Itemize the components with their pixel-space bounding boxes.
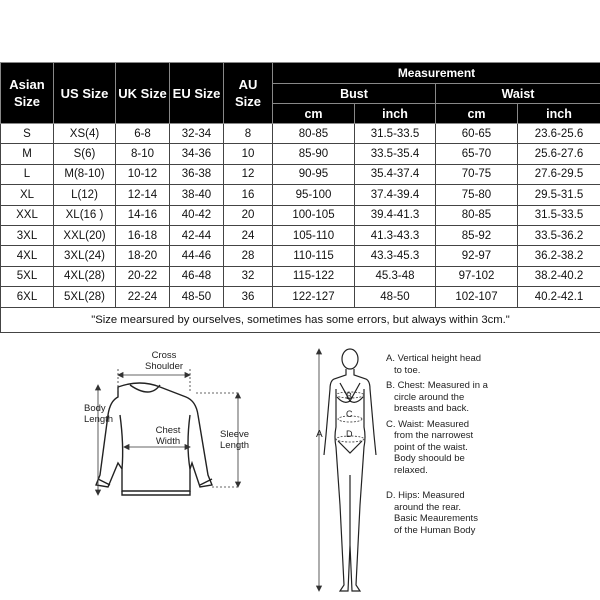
table-cell: 12-14: [116, 185, 170, 205]
table-cell: 3XL(24): [54, 246, 116, 266]
table-cell: 48-50: [170, 287, 224, 307]
header-waist-cm: cm: [436, 104, 518, 124]
size-chart-table: [0, 62, 600, 333]
table-cell: 46-48: [170, 266, 224, 286]
body-legend: [386, 353, 586, 536]
table-cell: 95-100: [273, 185, 355, 205]
table-cell: M: [1, 144, 54, 164]
measurement-guide: [0, 345, 600, 600]
table-cell: 6XL: [1, 287, 54, 307]
legend-d: D. Hips: Measured around the rear. Basic Meaurements of the Human Body: [386, 490, 478, 536]
table-cell: 43.3-45.3: [355, 246, 436, 266]
header-bust-cm: cm: [273, 104, 355, 124]
table-cell: XL: [1, 185, 54, 205]
table-cell: 75-80: [436, 185, 518, 205]
table-cell: 92-97: [436, 246, 518, 266]
table-cell: 44-46: [170, 246, 224, 266]
table-cell: XXL: [1, 205, 54, 225]
table-cell: 48-50: [355, 287, 436, 307]
table-row: [1, 225, 600, 245]
label-d: D: [346, 429, 353, 439]
table-cell: XXL(20): [54, 225, 116, 245]
table-cell: 14-16: [116, 205, 170, 225]
table-cell: 20-22: [116, 266, 170, 286]
table-cell: 22-24: [116, 287, 170, 307]
cross-shoulder-arrow: [118, 369, 190, 393]
table-cell: 97-102: [436, 266, 518, 286]
legend-c: C. Waist: Measured from the narrowest point of the waist. Body shoould be relaxed.: [386, 418, 474, 476]
table-cell: 16: [224, 185, 273, 205]
table-cell: 29.5-31.5: [518, 185, 600, 205]
body-length-arrow: [96, 385, 101, 495]
table-cell: XS(4): [54, 124, 116, 144]
measurement-note: "Size mearsured by ourselves, sometimes has some errors, but always within 3cm.": [1, 307, 600, 332]
table-cell: 18-20: [116, 246, 170, 266]
sleeve-length-label-2: Length: [220, 440, 250, 451]
table-cell: 38-40: [170, 185, 224, 205]
table-cell: 60-65: [436, 124, 518, 144]
body-length-label-1: Body: [84, 403, 106, 414]
table-cell: 33.5-36.2: [518, 225, 600, 245]
table-cell: 42-44: [170, 225, 224, 245]
legend-a: A. Vertical height head to toe.: [386, 353, 482, 376]
header-bust-inch: inch: [355, 104, 436, 124]
sweater-icon: [96, 383, 212, 495]
table-cell: 3XL: [1, 225, 54, 245]
table-cell: 33.5-35.4: [355, 144, 436, 164]
measurement-markers: [317, 349, 365, 591]
table-row: [1, 144, 600, 164]
table-cell: 36-38: [170, 164, 224, 184]
table-cell: 24: [224, 225, 273, 245]
table-cell: S(6): [54, 144, 116, 164]
header-eu-size: EU Size: [170, 63, 224, 124]
table-cell: 28: [224, 246, 273, 266]
table-cell: 35.4-37.4: [355, 164, 436, 184]
table-cell: L(12): [54, 185, 116, 205]
table-cell: 36: [224, 287, 273, 307]
human-body-icon: [324, 349, 376, 591]
chest-width-label-1: Chest: [155, 425, 181, 436]
table-row: [1, 287, 600, 307]
table-cell: 40.2-42.1: [518, 287, 600, 307]
garment-diagram: [0, 345, 290, 600]
table-cell: 90-95: [273, 164, 355, 184]
table-cell: 5XL(28): [54, 287, 116, 307]
table-cell: 10: [224, 144, 273, 164]
header-uk-size: UK Size: [116, 63, 170, 124]
table-cell: 102-107: [436, 287, 518, 307]
table-cell: 39.4-41.3: [355, 205, 436, 225]
body-diagram: [310, 345, 390, 600]
table-cell: 37.4-39.4: [355, 185, 436, 205]
label-a: A: [316, 429, 323, 440]
table-cell: 4XL(28): [54, 266, 116, 286]
table-cell: 4XL: [1, 246, 54, 266]
table-cell: M(8-10): [54, 164, 116, 184]
table-cell: 80-85: [436, 205, 518, 225]
table-cell: 16-18: [116, 225, 170, 245]
table-cell: 115-122: [273, 266, 355, 286]
table-cell: 8: [224, 124, 273, 144]
label-c: C: [346, 409, 353, 419]
label-b: B: [346, 391, 353, 401]
table-cell: 23.6-25.6: [518, 124, 600, 144]
chest-width-label-2: Width: [155, 436, 181, 447]
table-row: [1, 266, 600, 286]
table-cell: 31.5-33.5: [355, 124, 436, 144]
header-waist: Waist: [436, 84, 600, 104]
table-cell: 31.5-33.5: [518, 205, 600, 225]
table-row: [1, 246, 600, 266]
table-cell: 40-42: [170, 205, 224, 225]
legend-b: B. Chest: Measured in a circle around the breasts and back.: [386, 380, 488, 414]
header-bust: Bust: [273, 84, 436, 104]
table-cell: XL(16 ): [54, 205, 116, 225]
cross-shoulder-label-1: Cross: [151, 350, 177, 361]
header-au-size: AU Size: [224, 63, 273, 124]
table-cell: 32: [224, 266, 273, 286]
cross-shoulder-label-2: Shoulder: [144, 361, 184, 372]
table-cell: 65-70: [436, 144, 518, 164]
table-cell: 36.2-38.2: [518, 246, 600, 266]
sleeve-length-label-1: Sleeve: [220, 429, 250, 440]
table-cell: S: [1, 124, 54, 144]
table-cell: 32-34: [170, 124, 224, 144]
table-cell: 41.3-43.3: [355, 225, 436, 245]
table-cell: 85-90: [273, 144, 355, 164]
table-cell: 12: [224, 164, 273, 184]
table-cell: 45.3-48: [355, 266, 436, 286]
header-asian-size: Asian Size: [1, 63, 54, 124]
table-cell: 80-85: [273, 124, 355, 144]
table-cell: 38.2-40.2: [518, 266, 600, 286]
table-cell: 10-12: [116, 164, 170, 184]
table-row: [1, 164, 600, 184]
table-cell: 6-8: [116, 124, 170, 144]
table-cell: 110-115: [273, 246, 355, 266]
table-cell: 70-75: [436, 164, 518, 184]
table-cell: 25.6-27.6: [518, 144, 600, 164]
table-cell: 27.6-29.5: [518, 164, 600, 184]
table-cell: 122-127: [273, 287, 355, 307]
table-cell: 105-110: [273, 225, 355, 245]
header-us-size: US Size: [54, 63, 116, 124]
header-waist-inch: inch: [518, 104, 600, 124]
table-cell: 85-92: [436, 225, 518, 245]
body-length-label-2: Length: [84, 414, 114, 425]
table-cell: 100-105: [273, 205, 355, 225]
table-row: [1, 124, 600, 144]
table-cell: 20: [224, 205, 273, 225]
header-measurement: Measurement: [273, 63, 600, 84]
table-cell: L: [1, 164, 54, 184]
table-cell: 8-10: [116, 144, 170, 164]
table-row: [1, 205, 600, 225]
table-cell: 34-36: [170, 144, 224, 164]
table-row: [1, 185, 600, 205]
table-cell: 5XL: [1, 266, 54, 286]
